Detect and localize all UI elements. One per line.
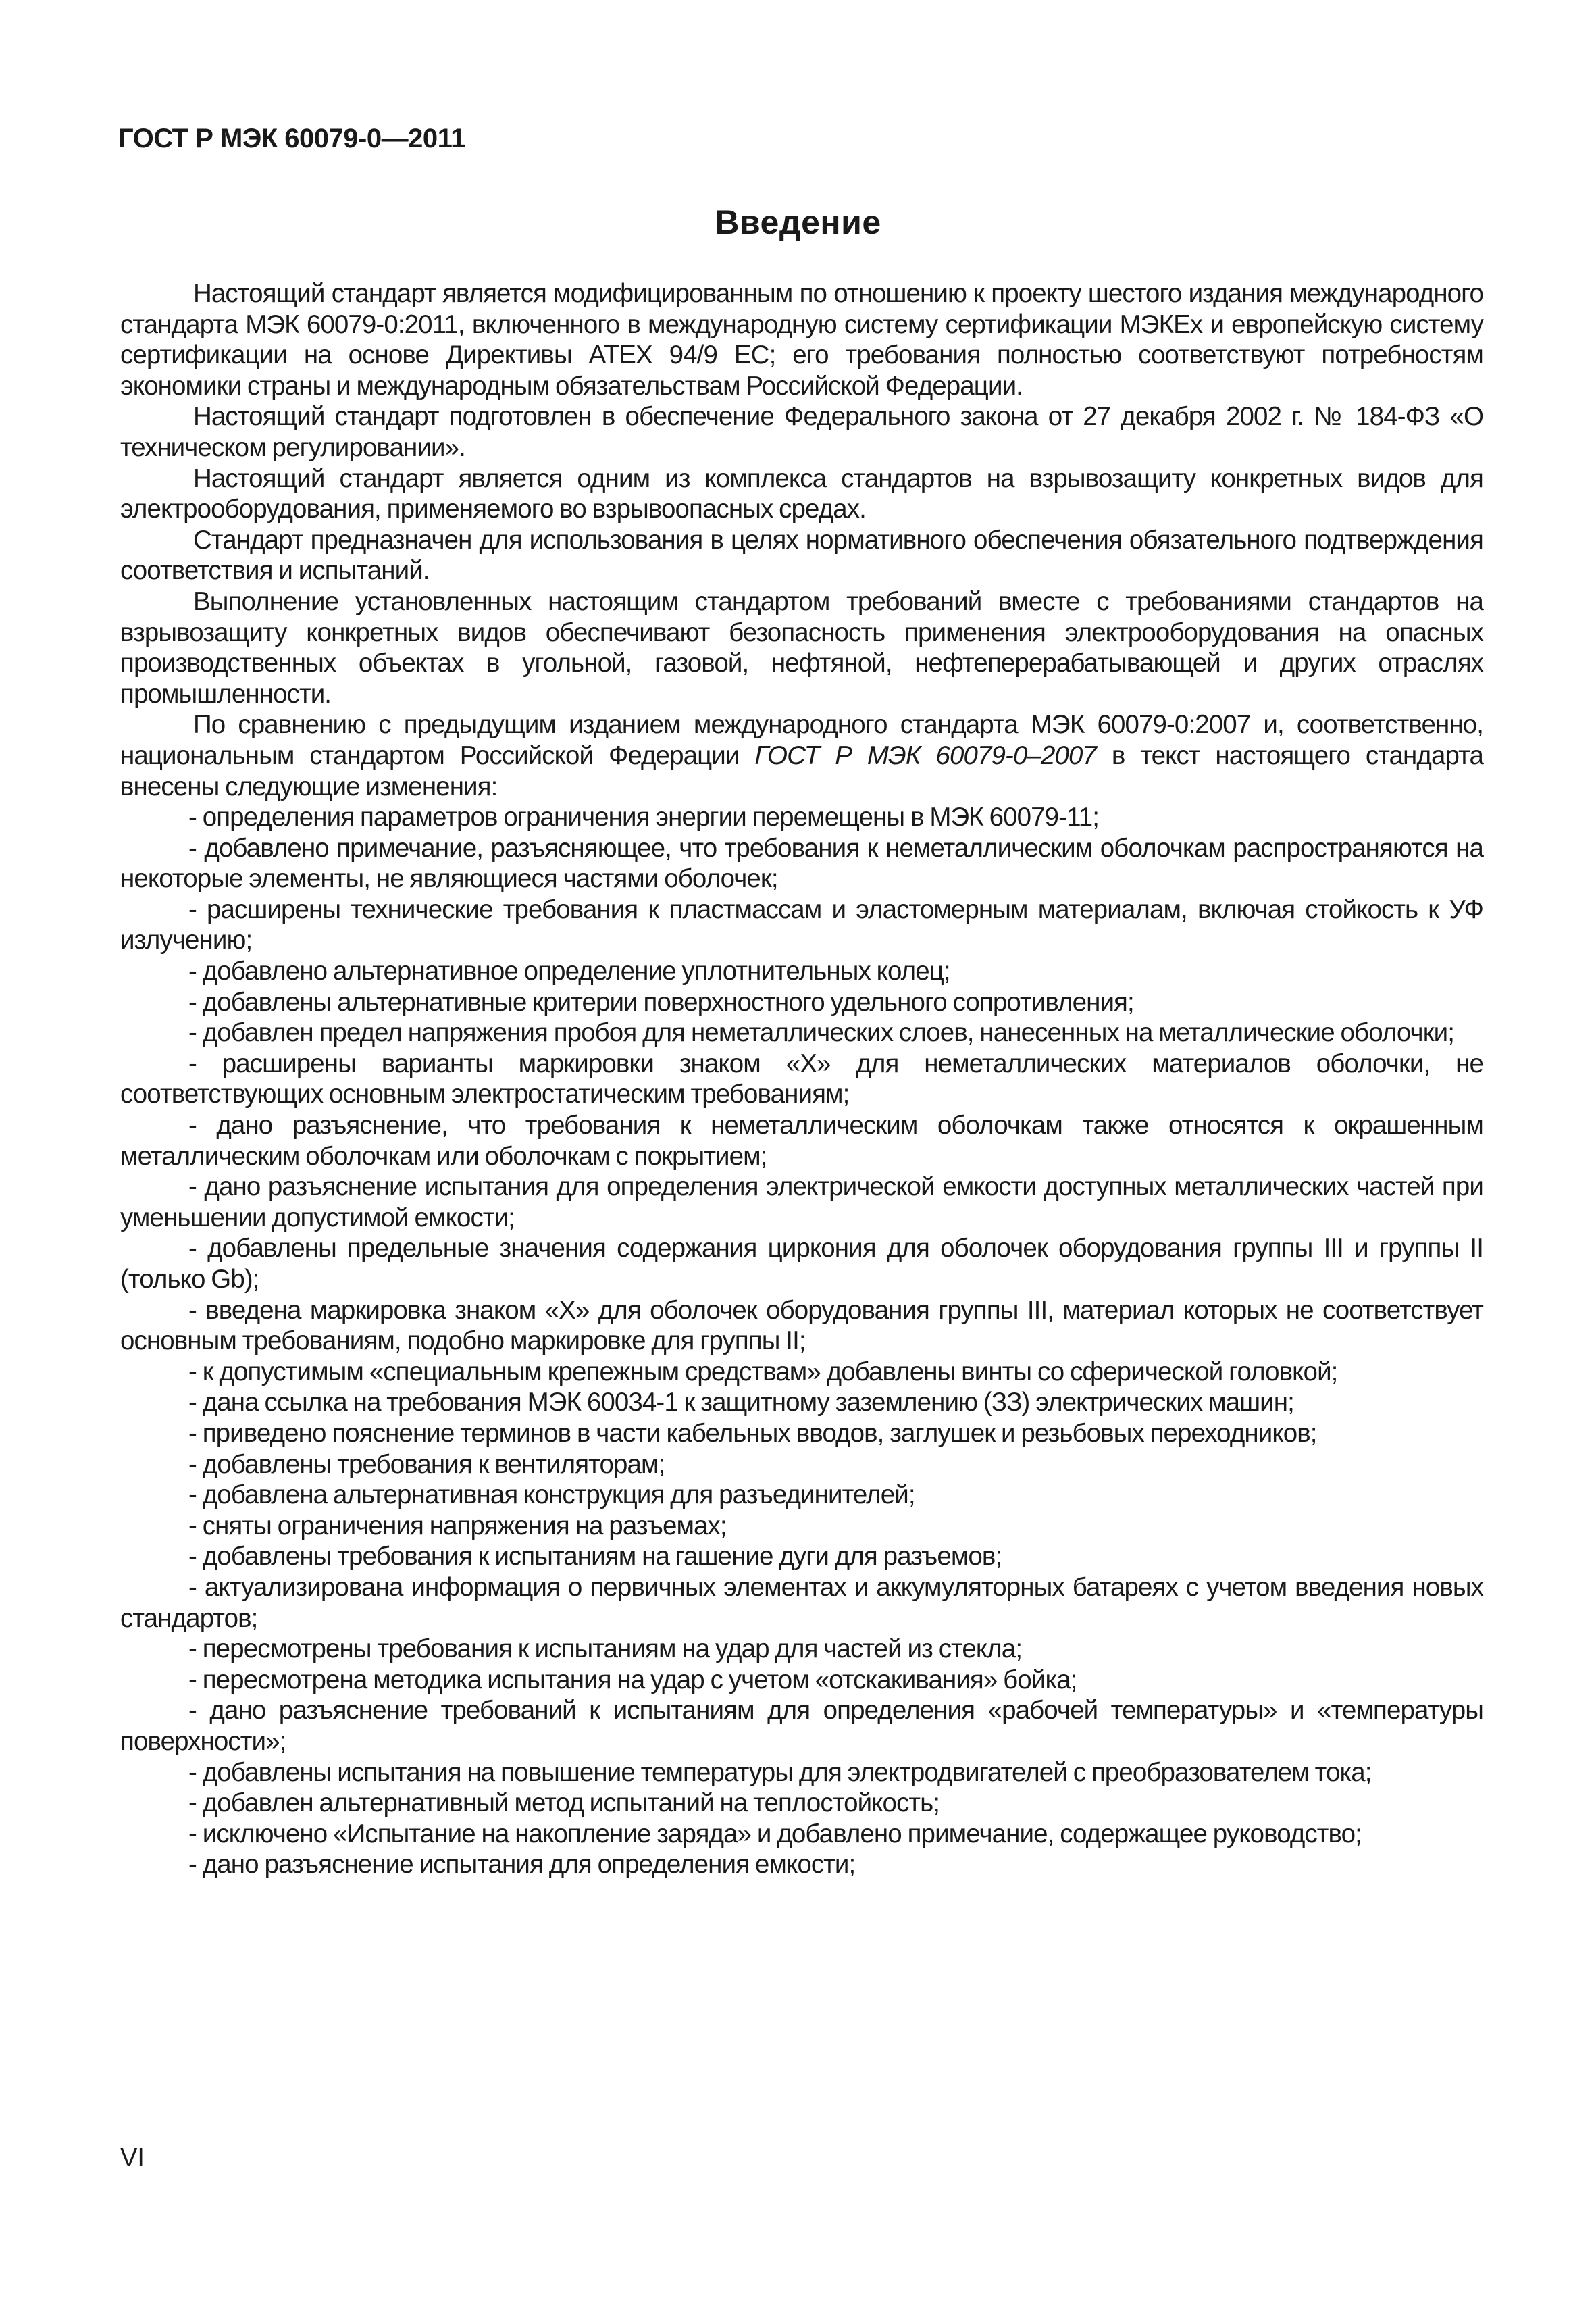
paragraph-text: По сравнению с предыдущим изданием международного стандарта МЭК 60079-0:2007 и, соответственно, национальным стандартом Российской Федерации (120, 710, 1483, 770)
change-list-item: - приведено пояснение терминов в части кабельных вводов, заглушек и резьбовых переходников; (188, 1418, 1317, 1448)
section-title: Введение (715, 203, 881, 241)
intro-paragraph: Настоящий стандарт является одним из комплекса стандартов на взрывозащиту конкретных видов для электрооборудования, применяемого во взрывоопасных средах. (120, 463, 1483, 524)
change-list-item: - дано разъяснение требований к испытаниям для определения «рабочей температуры» и «температуры поверхности»; (120, 1696, 1483, 1756)
change-list-item: - введена маркировка знаком «X» для оболочек оборудования группы III, материал которых не соответствует основным требованиям, подобно маркировке для группы II; (120, 1295, 1483, 1356)
intro-paragraph: Выполнение установленных настоящим стандартом требований вместе с требованиями стандартов на взрывозащиту конкретных видов обеспечивают безопасность применения электрооборудования на опасных производственных объектах в угольной, газовой, нефтяной, нефтеперерабатывающей и других отраслях промышленности. (120, 586, 1483, 709)
change-list-item: - добавлены испытания на повышение температуры для электродвигателей с преобразователем тока; (188, 1757, 1372, 1787)
intro-paragraph-changes-lead (120, 709, 1483, 802)
change-list-item: - исключено «Испытание на накопление заряда» и добавлено примечание, содержащее руководство; (188, 1819, 1362, 1848)
change-list-item: - добавлена альтернативная конструкция для разъединителей; (188, 1480, 915, 1510)
intro-paragraph: Стандарт предназначен для использования в целях нормативного обеспечения обязательного подтверждения соответствия и испытаний. (120, 525, 1483, 586)
change-list-item: - расширены технические требования к пластмассам и эластомерным материалам, включая стойкость к УФ излучению; (120, 895, 1483, 955)
change-list-item: - сняты ограничения напряжения на разъемах; (188, 1511, 727, 1540)
change-list-item: - добавлены предельные значения содержания циркония для оболочек оборудования группы III и группы II (только Gb); (120, 1234, 1483, 1294)
intro-paragraph: Настоящий стандарт является модифицированным по отношению к проекту шестого издания международного стандарта МЭК 60079-0:2011, включенного в международную систему сертификации МЭКЕх и европейскую систему сертификации на основе Директивы ATEX 94/9 EC; его требования полностью соответствуют потребностям экономики страны и международным обязательствам Российской Федерации. (120, 279, 1483, 401)
change-list-item: - добавлены требования к испытаниям на гашение дуги для разъемов; (188, 1542, 1002, 1571)
standard-reference: ГОСТ Р МЭК 60079-0–2007 (754, 740, 1097, 770)
change-list-item: - добавлено альтернативное определение уплотнительных колец; (188, 957, 950, 986)
change-list-item: - дано разъяснение, что требования к неметаллическим оболочкам также относятся к окрашенным металлическим оболочкам или оболочкам с покрытием; (120, 1111, 1483, 1171)
change-list-item: - дано разъяснение испытания для определения емкости; (188, 1850, 856, 1880)
introduction-body (120, 278, 1483, 1880)
document-code-header: ГОСТ Р МЭК 60079-0—2011 (118, 124, 465, 153)
change-list-item: - добавлено примечание, разъясняющее, что требования к неметаллическим оболочкам распространяются на некоторые элементы, не являющиеся частями оболочек; (120, 833, 1483, 894)
change-list-item: - дана ссылка на требования МЭК 60034-1 к защитному заземлению (ЗЗ) электрических машин; (188, 1388, 1294, 1417)
change-list-item: - добавлены требования к вентиляторам; (188, 1449, 665, 1479)
change-list-item: - пересмотрены требования к испытаниям на удар для частей из стекла; (188, 1634, 1023, 1664)
paragraph-text: в текст настоящего стандарта внесены следующие изменения: (120, 740, 1483, 801)
page-number: VI (120, 2144, 145, 2172)
change-list-item: - пересмотрена методика испытания на удар с учетом «отскакивания» бойка; (188, 1665, 1077, 1694)
change-list-item: - определения параметров ограничения энергии перемещены в МЭК 60079-11; (188, 803, 1100, 832)
change-list-item: - добавлены альтернативные критерии поверхностного удельного сопротивления; (188, 987, 1134, 1017)
change-list-item: - добавлен альтернативный метод испытаний на теплостойкость; (188, 1788, 940, 1818)
change-list-item: - к допустимым «специальным крепежным средствам» добавлены винты со сферической головкой; (188, 1357, 1338, 1386)
change-list-item: - добавлен предел напряжения пробоя для неметаллических слоев, нанесенных на металлические оболочки; (188, 1018, 1455, 1048)
change-list-item: - актуализирована информация о первичных элементах и аккумуляторных батареях с учетом введения новых стандартов; (120, 1572, 1483, 1633)
intro-paragraph: Настоящий стандарт подготовлен в обеспечение Федерального закона от 27 декабря 2002 г. № 184-ФЗ «О техническом регулировании». (120, 402, 1483, 462)
change-list-item: - дано разъяснение испытания для определения электрической емкости доступных металлических частей при уменьшении допустимой емкости; (120, 1172, 1483, 1232)
change-list-item: - расширены варианты маркировки знаком «X» для неметаллических материалов оболочки, не соответствующих основным электростатическим требованиям; (120, 1049, 1483, 1109)
